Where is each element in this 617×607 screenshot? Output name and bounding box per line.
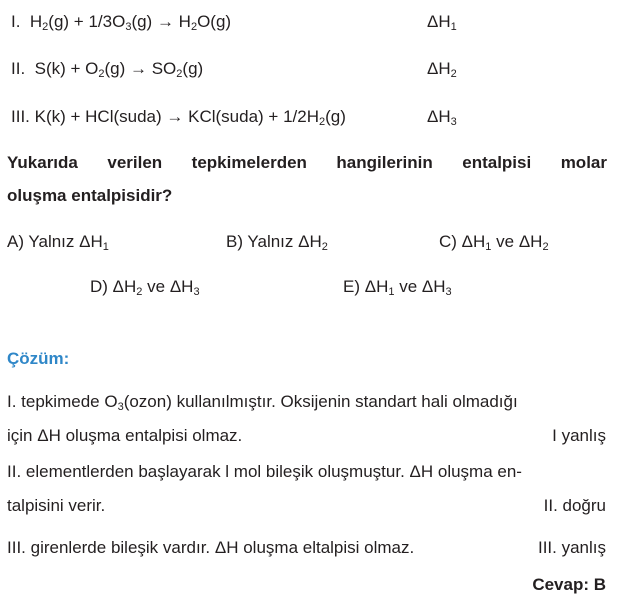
solution-line-2: için ΔH oluşma entalpisi olmaz. bbox=[7, 426, 243, 445]
reaction-3-equation: III. K(k) + HCl(suda) → KCl(suda) + $1/2H_2(g)$ bbox=[11, 107, 346, 128]
solution-verdict-1: I yanlış bbox=[552, 426, 606, 445]
option-a: A) Yalnız $\Delta H_1$ bbox=[7, 232, 109, 253]
answer: Cevap: B bbox=[532, 575, 606, 594]
option-b: B) Yalnız $\Delta H_2$ bbox=[226, 232, 328, 253]
solution-line-1: I. tepkimede $O_3(ozon)$ kullanılmıştır. Oksijenin standart hali olmadığı bbox=[7, 392, 518, 413]
option-e: E) $\Delta H_1$ ve $\Delta H_3$ bbox=[343, 277, 452, 298]
solution-verdict-3: III. yanlış bbox=[537, 538, 606, 557]
question-line-2: oluşma entalpisidir? bbox=[7, 186, 173, 205]
reaction-1-enthalpy: $\Delta H_1$ bbox=[427, 12, 457, 33]
solution-heading: Çözüm: bbox=[7, 349, 70, 368]
solution-line-4: talpisini verir. bbox=[7, 496, 106, 515]
option-c: C) $\Delta H_1$ ve $\Delta H_2$ bbox=[439, 232, 549, 253]
solution-line-3: II. elementlerden başlayarak l mol bileşik oluşmuştur. ΔH oluşma en- bbox=[7, 462, 522, 481]
question-line-1: Yukarıda verilen tepkimelerden hangilerinin entalpisi molar bbox=[7, 153, 607, 172]
solution-line-5: III. girenlerde bileşik vardır. ΔH oluşma eltalpisi olmaz. bbox=[7, 538, 415, 557]
solution-verdict-2: II. doğru bbox=[543, 496, 606, 515]
reaction-1-equation: I. $H_2(g) + 1/3O_3(g) \to H_2O(g)$ bbox=[11, 12, 232, 33]
reaction-2-enthalpy: $\Delta H_2$ bbox=[427, 59, 457, 80]
reaction-3-enthalpy: $\Delta H_3$ bbox=[427, 107, 457, 128]
option-d: D) $\Delta H_2$ ve $\Delta H_3$ bbox=[90, 277, 200, 298]
reaction-2-equation: II. $S(k) + O_2(g) \to SO_2(g)$ bbox=[11, 59, 204, 80]
